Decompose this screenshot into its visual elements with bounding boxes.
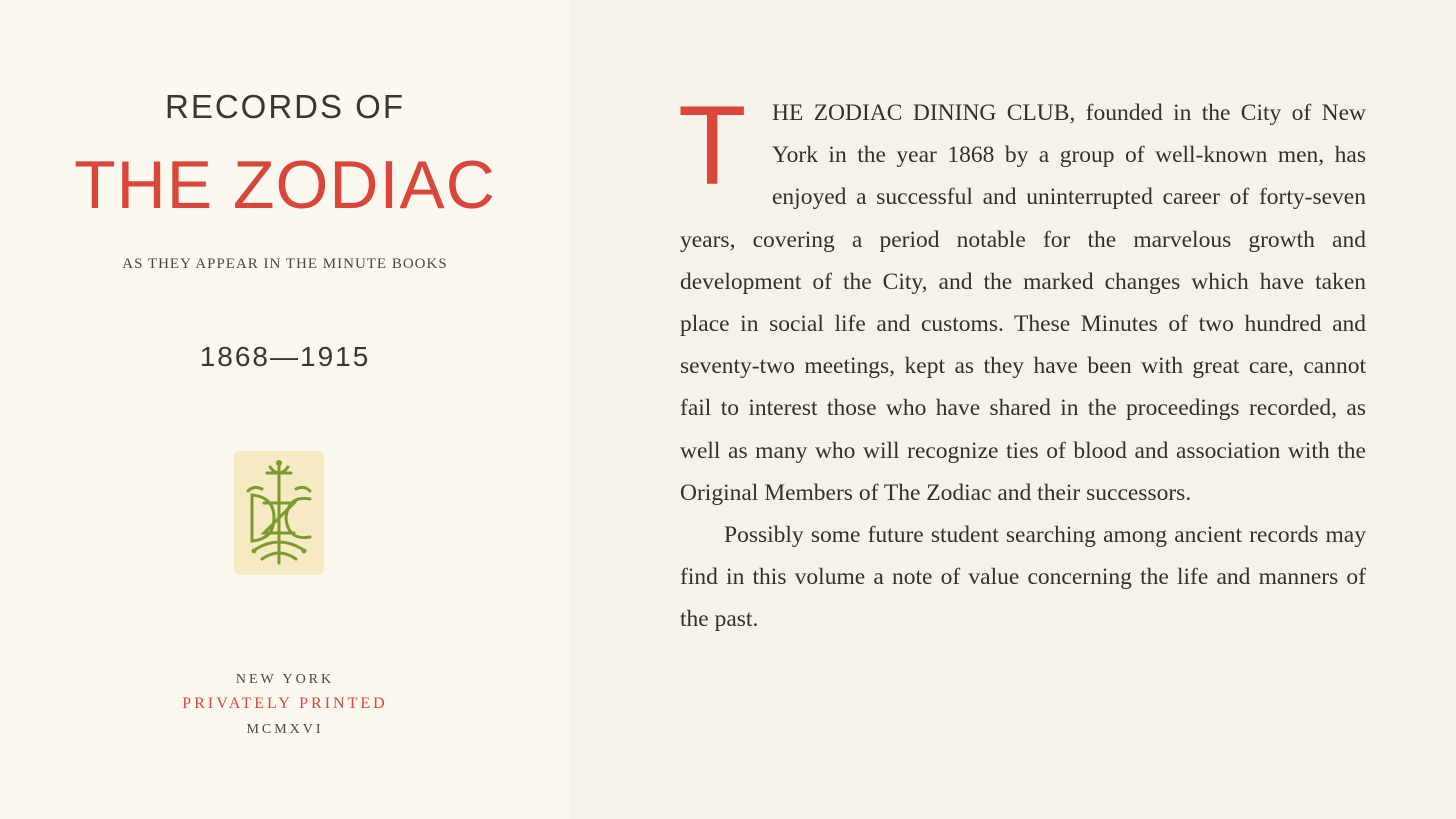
imprint-printed: PRIVATELY PRINTED	[182, 695, 388, 712]
records-of-heading: RECORDS OF	[164, 88, 405, 125]
preface-text	[678, 83, 1366, 641]
drop-cap: T	[678, 83, 747, 208]
date-range: 1868—1915	[199, 341, 371, 372]
imprint-year: MCMXVI	[246, 722, 324, 737]
preface-paragraph-2: Possibly some future student searching among ancient records may find in this volume a note of value concerning the life and manners of the past.	[680, 522, 1366, 633]
book-subtitle: AS THEY APPEAR IN THE MINUTE BOOKS	[122, 256, 448, 272]
preface-paragraph-1	[678, 83, 1366, 514]
title-page	[0, 0, 570, 819]
club-monogram-icon	[234, 451, 324, 575]
book-title: THE ZODIAC	[74, 147, 496, 223]
paragraph-1-text: HE ZODIAC DINING CLUB, founded in the City of New York in the year 1868 by a group of well-known men, has enjoyed a successful and uninterrupted career of forty-seven years, covering a period notable for the marvelous growth and development of the City, and the marked changes which have taken place in social life and customs. These Minutes of two hundred and seventy-two meetings, kept as they have been with great care, cannot fail to interest those who have shared in the proceedings recorded, as well as many who will recognize ties of blood and association with the Original Members of The Zodiac and their successors.	[680, 100, 1366, 506]
imprint-city: NEW YORK	[235, 672, 335, 687]
monogram-emblem-svg	[234, 451, 324, 575]
